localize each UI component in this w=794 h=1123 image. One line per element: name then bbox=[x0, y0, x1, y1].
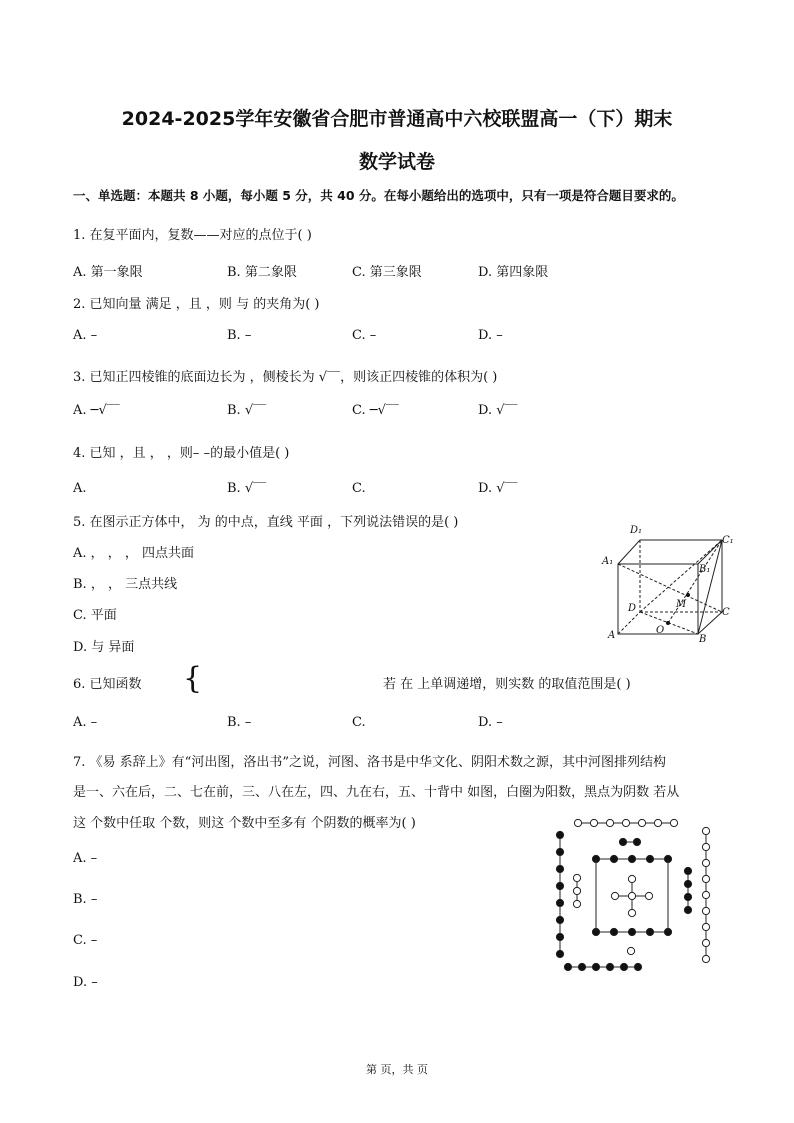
question-3-option-c: C. ─√‾‾ bbox=[352, 403, 399, 418]
question-7-line1: 7. 《易 系辞上》有“河出图，洛出书”之说，河图、洛书是中华文化、阴阳术数之源，其中河图排列结构 bbox=[73, 755, 666, 770]
edge-b1c1 bbox=[698, 540, 722, 564]
hetu-black-dot bbox=[684, 906, 691, 913]
edge-a1d1 bbox=[618, 540, 640, 564]
hetu-white-dot bbox=[702, 875, 709, 882]
question-1-option-b: B. 第二象限 bbox=[227, 265, 297, 280]
hetu-black-dot bbox=[556, 831, 563, 838]
hetu-white-dot bbox=[702, 827, 709, 834]
question-3-option-d: D. √‾‾ bbox=[478, 403, 518, 418]
page-title: 2024-2025学年安徽省合肥市普通高中六校联盟高一（下）期末 bbox=[121, 108, 673, 130]
hetu-black-dot bbox=[633, 838, 640, 845]
hetu-black-dot bbox=[620, 963, 627, 970]
hetu-black-dot bbox=[556, 933, 563, 940]
question-2-stem: 2. 已知向量 满足 ，且 ，则 与 的夹角为( ) bbox=[73, 297, 320, 312]
hetu-white-dot bbox=[590, 819, 597, 826]
hetu-white-dot bbox=[702, 907, 709, 914]
hetu-white-dot bbox=[670, 819, 677, 826]
label-b: B bbox=[699, 634, 707, 645]
question-2-option-a: A. – bbox=[73, 328, 98, 343]
hetu-black-dot bbox=[556, 865, 563, 872]
hetu-white-dot bbox=[627, 947, 634, 954]
hetu-black-dot bbox=[684, 893, 691, 900]
hetu-white-dot bbox=[628, 892, 635, 899]
question-1-stem: 1. 在复平面内，复数——对应的点位于( ) bbox=[73, 228, 312, 243]
question-7-option-c: C. – bbox=[73, 933, 98, 948]
question-4-option-c: C. bbox=[352, 481, 366, 496]
hetu-black-dot bbox=[610, 855, 617, 862]
label-b1: B₁ bbox=[699, 564, 711, 575]
question-6-stem: 6. 已知函数 bbox=[73, 677, 142, 692]
hetu-black-dot bbox=[628, 928, 635, 935]
hetu-white-dot bbox=[702, 939, 709, 946]
question-5-stem: 5. 在图示正方体中， 为 的中点，直线 平面 ，下列说法错误的是( ) bbox=[73, 515, 459, 530]
label-a: A bbox=[608, 630, 616, 641]
hetu-black-dot bbox=[592, 963, 599, 970]
question-7-option-a: A. – bbox=[73, 851, 98, 866]
piecewise-brace: { bbox=[183, 661, 203, 696]
label-d1: D₁ bbox=[630, 525, 643, 536]
question-6-option-b: B. – bbox=[227, 715, 252, 730]
page-subtitle: 数学试卷 bbox=[358, 151, 435, 173]
hetu-white-dot bbox=[702, 859, 709, 866]
edge-ad bbox=[618, 612, 640, 634]
point-o bbox=[666, 621, 670, 625]
hetu-figure bbox=[548, 815, 718, 975]
section-heading: 一、单选题：本题共 8 小题，每小题 5 分，共 40 分。在每小题给出的选项中，只有一项是符合题目要求的。 bbox=[73, 188, 684, 203]
question-3-stem: 3. 已知正四棱锥的底面边长为 ，侧棱长为 √‾‾，则该正四棱锥的体积为( ) bbox=[73, 370, 498, 385]
hetu-black-dot bbox=[578, 963, 585, 970]
question-1-option-c: C. 第三象限 bbox=[352, 265, 422, 280]
hetu-white-dot bbox=[606, 819, 613, 826]
hetu-white-dot bbox=[628, 875, 635, 882]
question-5-option-b: B. ， ， 三点共线 bbox=[73, 577, 178, 592]
hetu-white-dot bbox=[702, 955, 709, 962]
hetu-white-dot bbox=[573, 874, 580, 881]
hetu-white-dot bbox=[702, 923, 709, 930]
hetu-white-dot bbox=[622, 819, 629, 826]
hetu-black-dot bbox=[564, 963, 571, 970]
question-3-option-a: A. ─√‾‾ bbox=[73, 403, 120, 418]
hetu-white-dot bbox=[638, 819, 645, 826]
question-5-option-a: A. ， ， ， 四点共面 bbox=[73, 546, 195, 561]
hetu-black-dot bbox=[628, 855, 635, 862]
question-6-option-d: D. – bbox=[478, 715, 503, 730]
hetu-black-dot bbox=[619, 838, 626, 845]
hetu-black-dot bbox=[684, 867, 691, 874]
question-1-option-a: A. 第一象限 bbox=[73, 265, 143, 280]
question-5-option-c: C. 平面 bbox=[73, 608, 117, 623]
hetu-black-dot bbox=[556, 916, 563, 923]
question-7-line2: 是一、六在后，二、七在前，三、八在左，四、九在右，五、十背中 如图，白圈为阳数，黑点为阴数 若从 bbox=[73, 785, 680, 800]
hetu-white-dot bbox=[573, 887, 580, 894]
question-6-option-a: A. – bbox=[73, 715, 98, 730]
hetu-black-dot bbox=[646, 928, 653, 935]
question-7-option-b: B. – bbox=[73, 892, 98, 907]
label-c: C bbox=[722, 607, 730, 618]
question-3-option-b: B. √‾‾ bbox=[227, 403, 267, 418]
question-4-option-d: D. √‾‾ bbox=[478, 481, 518, 496]
question-1-option-d: D. 第四象限 bbox=[478, 265, 549, 280]
question-2-option-d: D. – bbox=[478, 328, 503, 343]
question-2-option-c: C. – bbox=[352, 328, 377, 343]
question-6-stem-tail: 若 在 上单调递增，则实数 的取值范围是( ) bbox=[383, 677, 631, 692]
hetu-white-dot bbox=[628, 909, 635, 916]
hetu-black-dot bbox=[556, 882, 563, 889]
label-o: O bbox=[656, 625, 665, 636]
question-4-option-a: A. bbox=[73, 481, 87, 496]
label-d: D bbox=[628, 603, 637, 614]
question-6-option-c: C. bbox=[352, 715, 366, 730]
hetu-black-dot bbox=[610, 928, 617, 935]
question-2-option-b: B. – bbox=[227, 328, 252, 343]
label-a1: A₁ bbox=[602, 556, 614, 567]
edge-bc bbox=[698, 612, 722, 634]
hetu-white-dot bbox=[611, 892, 618, 899]
line-oc1 bbox=[668, 540, 722, 623]
point-m bbox=[686, 593, 690, 597]
question-4-stem: 4. 已知 ，且 ， ，则– –的最小值是( ) bbox=[73, 446, 290, 461]
hetu-black-dot bbox=[646, 855, 653, 862]
hetu-black-dot bbox=[606, 963, 613, 970]
hetu-black-dot bbox=[556, 899, 563, 906]
cube-figure bbox=[598, 520, 738, 646]
hetu-white-dot bbox=[702, 843, 709, 850]
question-5-option-d: D. 与 异面 bbox=[73, 640, 135, 655]
hetu-black-dot bbox=[684, 880, 691, 887]
hetu-white-dot bbox=[645, 892, 652, 899]
label-m: M bbox=[676, 599, 687, 610]
hetu-white-dot bbox=[574, 819, 581, 826]
hetu-black-dot bbox=[556, 950, 563, 957]
hetu-black-dot bbox=[634, 963, 641, 970]
label-c1: C₁ bbox=[722, 535, 734, 546]
question-7-option-d: D. – bbox=[73, 975, 98, 990]
hetu-black-dot bbox=[556, 848, 563, 855]
question-7-line3: 这 个数中任取 个数，则这 个数中至多有 个阴数的概率为( ) bbox=[73, 816, 416, 831]
page-footer: 第 页，共 页 bbox=[366, 1063, 428, 1076]
hetu-white-dot bbox=[654, 819, 661, 826]
diagonal-bc1 bbox=[698, 540, 722, 634]
hetu-white-dot bbox=[573, 900, 580, 907]
hetu-white-dot bbox=[702, 891, 709, 898]
question-4-option-b: B. √‾‾ bbox=[227, 481, 267, 496]
